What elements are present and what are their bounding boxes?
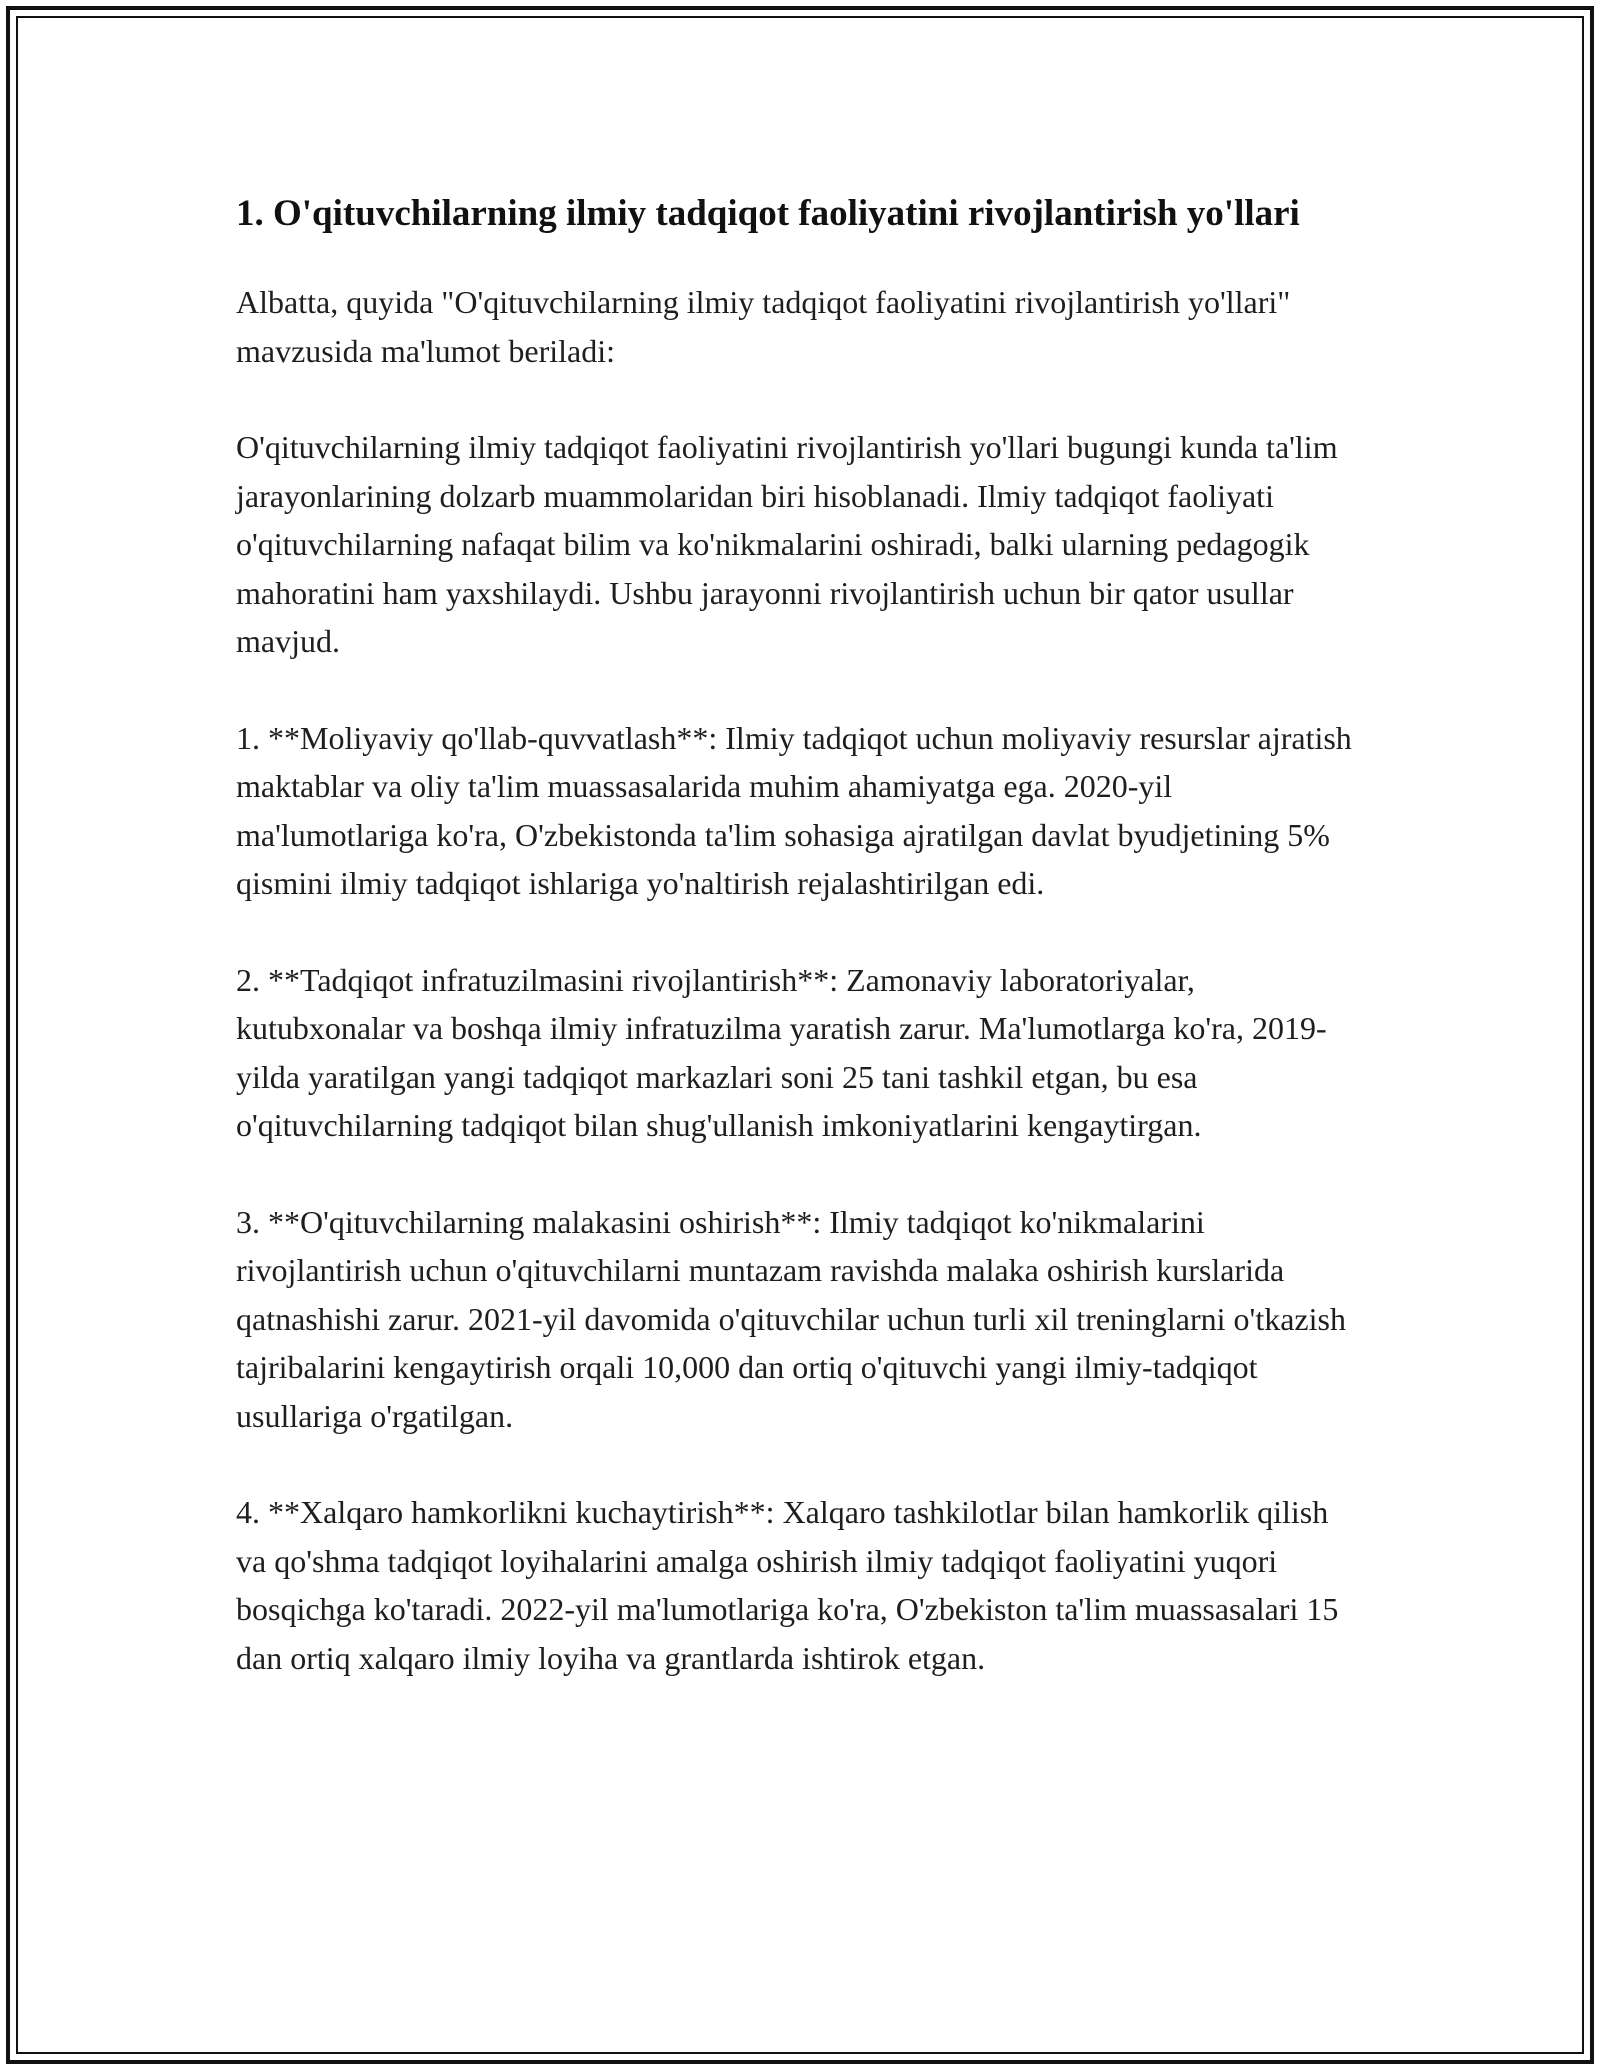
list-item-financial-support: 1. **Moliyaviy qo'llab-quvvatlash**: Ilmiy tadqiqot uchun moliyaviy resurslar ajratish maktablar va oliy ta'lim muassasalarida muhim ahamiyatga ega. 2020-yil ma'lumotlariga ko'ra, O'zbekistonda ta'lim sohasiga ajratilgan davlat byudjetining 5% qismini ilmiy tadqiqot ishlariga yo'naltirish rejalashtirilgan edi.: [236, 719, 1352, 901]
list-item-teacher-qualification: 3. **O'qituvchilarning malakasini oshirish**: Ilmiy tadqiqot ko'nikmalarini rivojlantirish uchun o'qituvchilarni muntazam ravishda malaka oshirish kurslarida qatnashishi zarur. 2021-yil davomida o'qituvchilar uchun turli xil treninglarni o'tkazish tajribalarini kengaytirish orqali 10,000 dan ortiq o'qituvchi yangi ilmiy-tadqiqot usullariga o'rgatilgan.: [236, 1203, 1346, 1434]
document-title: 1. O'qituvchilarning ilmiy tadqiqot faoliyatini rivojlantirish yo'llari: [236, 193, 1300, 234]
list-item-international-cooperation: 4. **Xalqaro hamkorlikni kuchaytirish**: Xalqaro tashkilotlar bilan hamkorlik qilish va qo'shma tadqiqot loyihalarini amalga oshirish ilmiy tadqiqot faoliyatini yuqori bosqichga ko'taradi. 2022-yil ma'lumotlariga ko'ra, O'zbekiston ta'lim muassasalari 15 dan ortiq xalqaro ilmiy loyiha va grantlarda ishtirok etgan.: [236, 1494, 1339, 1676]
list-item-research-infrastructure: 2. **Tadqiqot infratuzilmasini rivojlantirish**: Zamonaviy laboratoriyalar, kutubxonalar va boshqa ilmiy infratuzilma yaratish zarur. Ma'lumotlarga ko'ra, 2019-yilda yaratilgan yangi tadqiqot markazlari soni 25 tani tashkil etgan, bu esa o'qituvchilarning tadqiqot bilan shug'ullanish imkoniyatlarini kengaytirgan.: [236, 961, 1327, 1143]
document-body: [236, 186, 1366, 1730]
overview-paragraph: O'qituvchilarning ilmiy tadqiqot faoliyatini rivojlantirish yo'llari bugungi kunda ta'lim jarayonlarining dolzarb muammolaridan biri hisoblanadi. Ilmiy tadqiqot faoliyati o'qituvchilarning nafaqat bilim va ko'nikmalarini oshiradi, balki ularning pedagogik mahoratini ham yaxshilaydi. Ushbu jarayonni rivojlantirish uchun bir qator usullar mavjud.: [236, 429, 1338, 659]
intro-paragraph: Albatta, quyida "O'qituvchilarning ilmiy tadqiqot faoliyatini rivojlantirish yo'llari" mavzusida ma'lumot beriladi:: [236, 284, 1291, 369]
